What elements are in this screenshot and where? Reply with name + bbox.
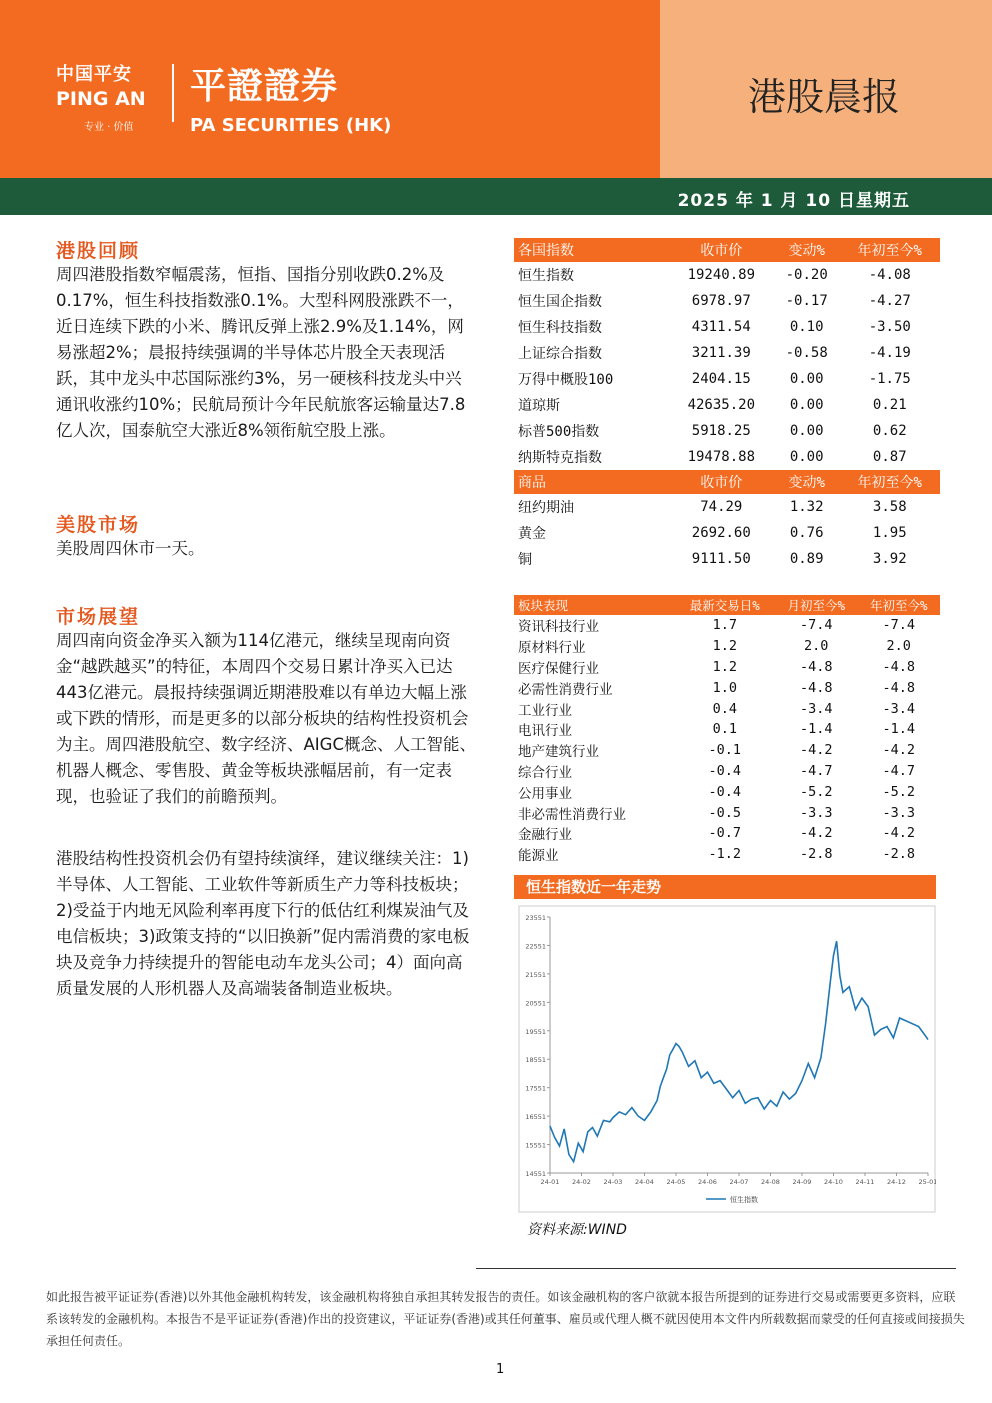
table-cell: 42635.20 bbox=[687, 397, 756, 413]
y-tick-label: 21551 bbox=[525, 970, 546, 979]
table-cell: -0.4 bbox=[708, 783, 742, 800]
table-cell: -1.4 bbox=[799, 721, 833, 738]
y-tick-label: 18551 bbox=[525, 1056, 546, 1065]
table-cell: -4.8 bbox=[882, 679, 915, 696]
table-cell: -0.5 bbox=[708, 804, 742, 821]
table-row bbox=[514, 761, 940, 782]
table-row bbox=[514, 314, 940, 340]
y-tick-label: 16551 bbox=[525, 1113, 546, 1122]
table-cell: 2.0 bbox=[886, 638, 911, 655]
table-cell: 金融行业 bbox=[518, 827, 572, 844]
outlook-text-1: 周四南向资金净买入额为114亿港元，继续呈现南向资金“越跌越买”的特征，本周四个交易日累计净买入已达443亿港元。晨报持续强调近期港股难以有单边大幅上涨或下跌的情形，而是更多的以部分板块的结构性投资机会为主。周四港股航空、数字经济、AIGC概念、人工智能、机器人概念、零售股、黄金等板块涨幅居前，有一定表现，也验证了我们的前瞻预判。 bbox=[56, 631, 476, 806]
table-row bbox=[514, 288, 940, 314]
y-tick-label: 14551 bbox=[525, 1170, 546, 1178]
table-row bbox=[514, 802, 940, 823]
table-cell: 0.89 bbox=[789, 551, 824, 567]
table-cell: 1.2 bbox=[712, 658, 737, 675]
table-row bbox=[514, 366, 940, 392]
y-tick-label: 15551 bbox=[525, 1141, 546, 1150]
table-cell: 6978.97 bbox=[691, 293, 751, 309]
table-cell: 0.4 bbox=[712, 700, 737, 717]
table-cell: 1.2 bbox=[712, 638, 737, 655]
pingan-logo-sub: 专业 · 价值 bbox=[84, 122, 134, 133]
footer-divider bbox=[476, 1268, 956, 1269]
table-cell: 0.21 bbox=[872, 397, 907, 413]
pingan-logo bbox=[56, 60, 166, 133]
table-row bbox=[514, 520, 940, 546]
indices-table bbox=[514, 238, 940, 572]
table-cell: 恒生指数 bbox=[518, 268, 574, 284]
table-cell: -4.19 bbox=[868, 345, 911, 361]
table-cell: -0.4 bbox=[708, 762, 742, 779]
table-cell: 纳斯特克指数 bbox=[518, 450, 602, 466]
table-row bbox=[514, 823, 940, 844]
table-header: 变动% bbox=[774, 470, 840, 494]
table-cell: 2.0 bbox=[804, 638, 829, 655]
table-cell: 纽约期油 bbox=[518, 500, 574, 516]
table-cell: -4.2 bbox=[799, 742, 833, 759]
table-cell: 0.00 bbox=[789, 423, 824, 439]
table-cell: 9111.50 bbox=[691, 551, 751, 567]
pingan-logo-cn: 中国平安 bbox=[56, 64, 132, 85]
table-cell: 电讯行业 bbox=[518, 723, 572, 740]
table-row bbox=[514, 698, 940, 719]
table-cell: -1.2 bbox=[708, 846, 742, 863]
table-header: 变动% bbox=[774, 238, 840, 262]
table-cell: -1.4 bbox=[882, 721, 915, 738]
table-cell: 原材料行业 bbox=[518, 640, 586, 657]
chart-title: 恒生指数近一年走势 bbox=[514, 875, 936, 899]
table-row bbox=[514, 719, 940, 740]
table-cell: -3.50 bbox=[868, 319, 911, 335]
table-header: 最新交易日% bbox=[675, 595, 775, 615]
pa-logo-cn: 平證證券 bbox=[190, 66, 339, 107]
commodity-header-row bbox=[514, 470, 940, 494]
table-cell: 19240.89 bbox=[687, 267, 756, 283]
report-date: 2025 年 1 月 10 日星期五 bbox=[677, 191, 910, 211]
table-cell: 公用事业 bbox=[518, 785, 572, 802]
y-tick-label: 20551 bbox=[525, 999, 546, 1008]
table-header: 收市价 bbox=[669, 470, 774, 494]
us-market-title: 美股市场 bbox=[56, 514, 141, 536]
table-row bbox=[514, 677, 940, 698]
table-cell: 资讯科技行业 bbox=[518, 619, 599, 636]
table-cell: 0.00 bbox=[789, 371, 824, 387]
table-cell: 3211.39 bbox=[691, 345, 751, 361]
table-cell: 上证综合指数 bbox=[518, 346, 602, 362]
us-market-text: 美股周四休市一天。 bbox=[56, 539, 205, 558]
y-tick-label: 17551 bbox=[525, 1084, 546, 1093]
x-tick-label: 24-08 bbox=[761, 1178, 780, 1186]
table-row bbox=[514, 392, 940, 418]
table-row bbox=[514, 418, 940, 444]
table-row bbox=[514, 494, 940, 520]
table-cell: -4.08 bbox=[868, 267, 911, 283]
table-cell: -4.2 bbox=[882, 825, 915, 842]
pa-logo-en: PA SECURITIES (HK) bbox=[190, 115, 392, 136]
table-cell: -3.3 bbox=[882, 804, 915, 821]
logo-divider bbox=[172, 64, 174, 122]
table-row bbox=[514, 657, 940, 678]
x-tick-label: 24-07 bbox=[729, 1178, 749, 1186]
table-cell: 医疗保健行业 bbox=[518, 660, 599, 677]
legend-label: 恒生指数 bbox=[730, 1196, 758, 1204]
table-header: 板块表现 bbox=[514, 595, 675, 615]
indices-header-row bbox=[514, 238, 940, 262]
source-note: 资料来源:WIND bbox=[527, 1222, 627, 1238]
table-row bbox=[514, 262, 940, 288]
table-cell: -4.8 bbox=[882, 658, 915, 675]
table-cell: 标普500指数 bbox=[518, 424, 600, 440]
table-cell: -4.7 bbox=[882, 762, 915, 779]
table-header: 商品 bbox=[514, 470, 669, 494]
table-cell: 非必需性消费行业 bbox=[518, 806, 626, 823]
hk-review-title: 港股回顾 bbox=[56, 240, 141, 262]
table-cell: -4.2 bbox=[799, 825, 833, 842]
table-cell: -4.8 bbox=[799, 658, 833, 675]
pa-securities-logo bbox=[190, 58, 391, 136]
table-cell: 2404.15 bbox=[691, 371, 751, 387]
table-cell: 0.10 bbox=[789, 319, 824, 335]
table-row bbox=[514, 844, 940, 865]
table-cell: -5.2 bbox=[799, 783, 833, 800]
table-cell: 道琼斯 bbox=[518, 398, 560, 414]
table-header: 月初至今% bbox=[775, 595, 857, 615]
table-cell: 0.1 bbox=[712, 721, 737, 738]
table-cell: -3.4 bbox=[882, 700, 915, 717]
sector-header-row bbox=[514, 595, 940, 615]
table-cell: -5.2 bbox=[882, 783, 915, 800]
x-tick-label: 24-04 bbox=[635, 1178, 654, 1186]
table-cell: 0.87 bbox=[872, 449, 907, 465]
table-cell: 1.7 bbox=[712, 617, 737, 634]
table-cell: -4.2 bbox=[882, 742, 915, 759]
table-cell: 工业行业 bbox=[518, 702, 572, 719]
table-cell: 必需性消费行业 bbox=[518, 681, 613, 698]
report-title: 港股晨报 bbox=[748, 75, 901, 119]
table-cell: 地产建筑行业 bbox=[518, 744, 599, 761]
table-header: 收市价 bbox=[669, 238, 774, 262]
table-cell: -2.8 bbox=[882, 846, 915, 863]
table-cell: 0.00 bbox=[789, 449, 824, 465]
table-cell: 0.00 bbox=[789, 397, 824, 413]
y-tick-label: 19551 bbox=[525, 1027, 546, 1036]
table-row bbox=[514, 340, 940, 366]
y-tick-label: 22551 bbox=[525, 942, 546, 951]
table-cell: 1.32 bbox=[789, 499, 824, 515]
table-cell: -7.4 bbox=[882, 617, 915, 634]
table-cell: 0.76 bbox=[789, 525, 824, 541]
table-header: 各国指数 bbox=[514, 238, 669, 262]
x-tick-label: 24-05 bbox=[666, 1178, 686, 1186]
table-cell: -0.20 bbox=[785, 267, 828, 283]
chart-frame bbox=[519, 906, 935, 1212]
table-cell: 黄金 bbox=[518, 526, 546, 542]
table-cell: 3.58 bbox=[872, 499, 907, 515]
hsi-chart bbox=[518, 905, 936, 1215]
table-cell: -3.4 bbox=[799, 700, 833, 717]
table-cell: -1.75 bbox=[868, 371, 911, 387]
x-tick-label: 24-01 bbox=[540, 1178, 560, 1186]
table-header: 年初至今% bbox=[840, 470, 940, 494]
table-row bbox=[514, 615, 940, 636]
x-tick-label: 24-10 bbox=[824, 1178, 843, 1186]
x-tick-label: 24-06 bbox=[698, 1178, 717, 1186]
table-cell: 0.62 bbox=[872, 423, 907, 439]
pingan-logo-en: PING AN bbox=[56, 88, 146, 110]
table-cell: 1.95 bbox=[872, 525, 907, 541]
table-cell: -7.4 bbox=[799, 617, 833, 634]
table-cell: -3.3 bbox=[799, 804, 833, 821]
hk-review-text: 周四港股指数窄幅震荡，恒指、国指分别收跌0.2%及0.17%，恒生科技指数涨0.1%。大型科网股涨跌不一，近日连续下跌的小米、腾讯反弹上涨2.9%及1.14%，网易涨超2%；晨报持续强调的半导体芯片股全天表现活跃，其中龙头中芯国际涨约3%，另一硬核科技龙头中兴通讯收涨约10%；民航局预计今年民航旅客运输量达7.8亿人次，国泰航空大涨近8%领衔航空股上涨。 bbox=[56, 265, 466, 440]
table-row bbox=[514, 546, 940, 572]
table-cell: -4.7 bbox=[799, 762, 833, 779]
table-cell: 19478.88 bbox=[687, 449, 756, 465]
table-header: 年初至今% bbox=[840, 238, 940, 262]
table-cell: 3.92 bbox=[872, 551, 907, 567]
table-cell: 5918.25 bbox=[691, 423, 751, 439]
table-row bbox=[514, 740, 940, 761]
x-tick-label: 24-09 bbox=[792, 1178, 812, 1186]
table-row bbox=[514, 781, 940, 802]
x-tick-label: 24-02 bbox=[572, 1178, 591, 1186]
table-row bbox=[514, 636, 940, 657]
table-cell: 恒生科技指数 bbox=[518, 320, 602, 336]
table-cell: 万得中概股100 bbox=[518, 372, 614, 388]
table-cell: 铜 bbox=[518, 552, 532, 568]
table-cell: 1.0 bbox=[712, 679, 737, 696]
table-cell: 综合行业 bbox=[518, 764, 572, 781]
page-number: 1 bbox=[496, 1362, 505, 1377]
table-cell: 4311.54 bbox=[691, 319, 751, 335]
x-tick-label: 25-01 bbox=[918, 1178, 936, 1186]
table-cell: 2692.60 bbox=[691, 525, 751, 541]
table-cell: -0.58 bbox=[785, 345, 828, 361]
table-cell: -4.8 bbox=[799, 679, 833, 696]
hsi-chart-svg bbox=[518, 905, 936, 1215]
x-tick-label: 24-12 bbox=[887, 1178, 906, 1186]
table-cell: -2.8 bbox=[799, 846, 833, 863]
x-tick-label: 24-11 bbox=[855, 1178, 875, 1186]
table-cell: 恒生国企指数 bbox=[518, 294, 602, 310]
table-cell: 能源业 bbox=[518, 848, 559, 865]
table-cell: -0.1 bbox=[708, 742, 742, 759]
table-header: 年初至今% bbox=[857, 595, 940, 615]
y-tick-label: 23551 bbox=[525, 914, 546, 922]
disclaimer: 如此报告被平证证券(香港)以外其他金融机构转发，该金融机构将独自承担其转发报告的责任。如该金融机构的客户欲就本报告所提到的证券进行交易或需要更多资料，应联系该转发的金融机构。本报告不是平证证券(香港)作出的投资建议，平证证券(香港)或其任何董事、雇员或代理人概不就因使用本文件内所载数据而蒙受的任何直接或间接损失承担任何责任。 bbox=[46, 1290, 965, 1348]
table-cell: -0.7 bbox=[708, 825, 742, 842]
table-row bbox=[514, 444, 940, 470]
table-cell: -4.27 bbox=[868, 293, 911, 309]
sector-table bbox=[514, 595, 940, 865]
table-cell: 74.29 bbox=[700, 499, 743, 515]
outlook-title: 市场展望 bbox=[56, 606, 141, 628]
x-tick-label: 24-03 bbox=[603, 1178, 623, 1186]
outlook-text-2: 港股结构性投资机会仍有望持续演绎，建议继续关注：1)半导体、人工智能、工业软件等新质生产力等科技板块；2)受益于内地无风险利率再度下行的低估红利煤炭油气及电信板块；3)政策支持的“以旧换新”促内需消费的家电板块及竞争力持续提升的智能电动车龙头公司；4）面向高质量发展的人形机器人及高端装备制造业板块。 bbox=[56, 849, 470, 998]
table-cell: -0.17 bbox=[785, 293, 828, 309]
